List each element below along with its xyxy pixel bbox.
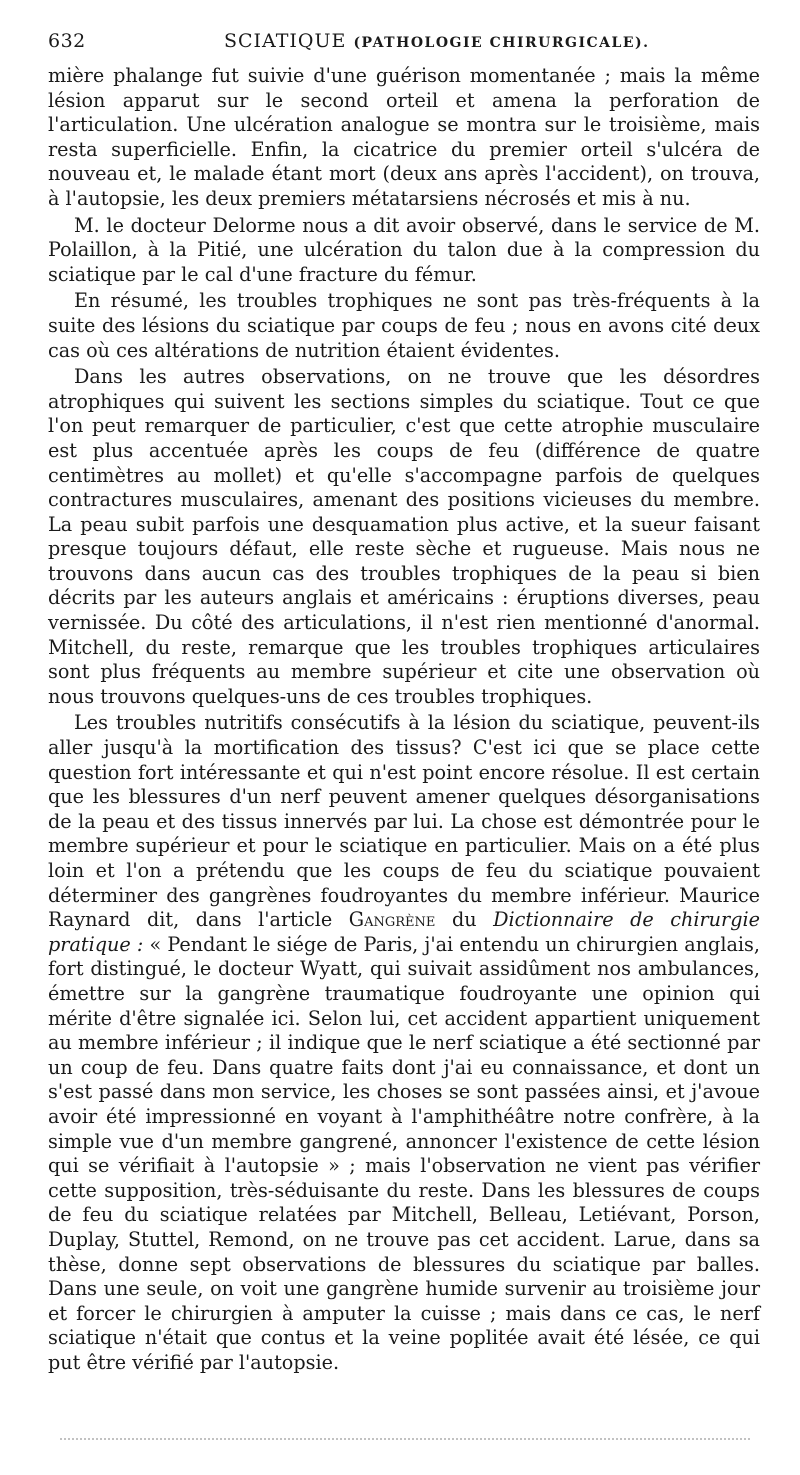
page-number: 632 <box>48 30 86 52</box>
paragraph-atrophy: Dans les autres observations, on ne trouve que les désordres atrophiques qui suivent les sections simples du sciatique. Tout ce que l'on peut remarquer de particulier, c'est que cette atrophie musculaire est plus accentuée après les coups de feu (différence de quatre centimètres au mollet) et qu'elle s'accompagne parfois de quelques contractures musculaires, amenant des positions vicieuses du membre. La peau subit parfois une desquamation plus active, et la sueur faisant presque toujours défaut, elle reste sèche et rugueuse. Mais nous ne trouvons dans aucun cas des troubles trophiques de la peau si bien décrits par les auteurs anglais et américains : éruptions diverses, peau vernissée. Du côté des articulations, il n'est rien mentionné d'anormal. Mitchell, du reste, remarque que les troubles trophiques articulaires sont plus fréquents au membre supérieur et cite une observation où nous trouvons quelques-uns de ces troubles trophiques. <box>48 365 760 708</box>
dictionary-title: Dictionnaire de chirurgie pratique : <box>48 908 760 956</box>
running-title-main: SCIATIQUE <box>224 30 347 52</box>
gangrene-text-start: Les troubles nutritifs consécutifs à la lésion du sciatique, peuvent-ils aller jusqu'à la mortification des tissus? C'est ici que se place cette question fort intéressante et qui n'est point encore résolue. Il est certain que les blessures d'un nerf peuvent amener quelques désorganisations de la peau et des tissus innervés par lui. La chose est démontrée pour le membre supérieur et pour le sciatique en particulier. Mais on a été plus loin et l'on a prétendu que les coups de feu du sciatique pouvaient déterminer des gangrènes foudroyantes du membre inférieur. Maurice Raynard dit, dans l'article <box>48 711 760 932</box>
running-title <box>224 30 650 52</box>
paragraph-gangrene <box>48 711 760 1375</box>
paragraph-continuation: mière phalange fut suivie d'une guérison momentanée ; mais la même lésion apparut sur le second orteil et amena la perforation de l'articulation. Une ulcération analogue se montra sur le troisième, mais resta superficielle. Enfin, la cicatrice du premier orteil s'ulcéra de nouveau et, le malade étant mort (deux ans après l'accident), on trouva, à l'autopsie, les deux premiers métatarsiens nécrosés et mis à nu. <box>48 64 760 210</box>
footer-dotted-rule <box>60 1438 750 1440</box>
gangrene-text-du: du <box>451 908 477 932</box>
body-text <box>48 64 760 1375</box>
running-head <box>48 30 760 64</box>
article-term: Gangrène <box>348 908 436 932</box>
running-title-subtitle: (PATHOLOGIE CHIRURGICALE). <box>353 35 650 51</box>
paragraph-delorme: M. le docteur Delorme nous a dit avoir observé, dans le service de M. Polaillon, à la Pitié, une ulcération du talon due à la compression du sciatique par le cal d'une fracture du fémur. <box>48 213 760 286</box>
gangrene-text-end: « Pendant le siége de Paris, j'ai entendu un chirurgien anglais, fort distingué, le docteur Wyatt, qui suivait assidûment nos ambulances, émettre sur la gangrène traumatique foudroyante une opinion qui mérite d'être signalée ici. Selon lui, cet accident appartient uniquement au membre inférieur ; il indique que le nerf sciatique a été sectionné par un coup de feu. Dans quatre faits dont j'ai eu connaissance, et dont un s'est passé dans mon service, les choses se sont passées ainsi, et j'avoue avoir été impressionné en voyant à l'amphithéâtre notre confrère, à la simple vue d'un membre gangrené, annoncer l'existence de cette lésion qui se vérifiait à l'autopsie » ; mais l'observation ne vient pas vérifier cette supposition, très-séduisante du reste. Dans les blessures de coups de feu du sciatique relatées par Mitchell, Belleau, Letiévant, Porson, Duplay, Stuttel, Remond, on ne trouve pas cet accident. Larue, dans sa thèse, donne sept observations de blessures du sciatique par balles. Dans une seule, on voit une gangrène humide survenir au troisième jour et forcer le chirurgien à amputer la cuisse ; mais dans ce cas, le nerf sciatique n'était que contus et la veine poplitée avait été lésée, ce qui put être vérifié par l'autopsie. <box>48 932 761 1374</box>
paragraph-resume: En résumé, les troubles trophiques ne sont pas très-fréquents à la suite des lésions du sciatique par coups de feu ; nous en avons cité deux cas où ces altérations de nutrition étaient évidentes. <box>48 289 760 362</box>
